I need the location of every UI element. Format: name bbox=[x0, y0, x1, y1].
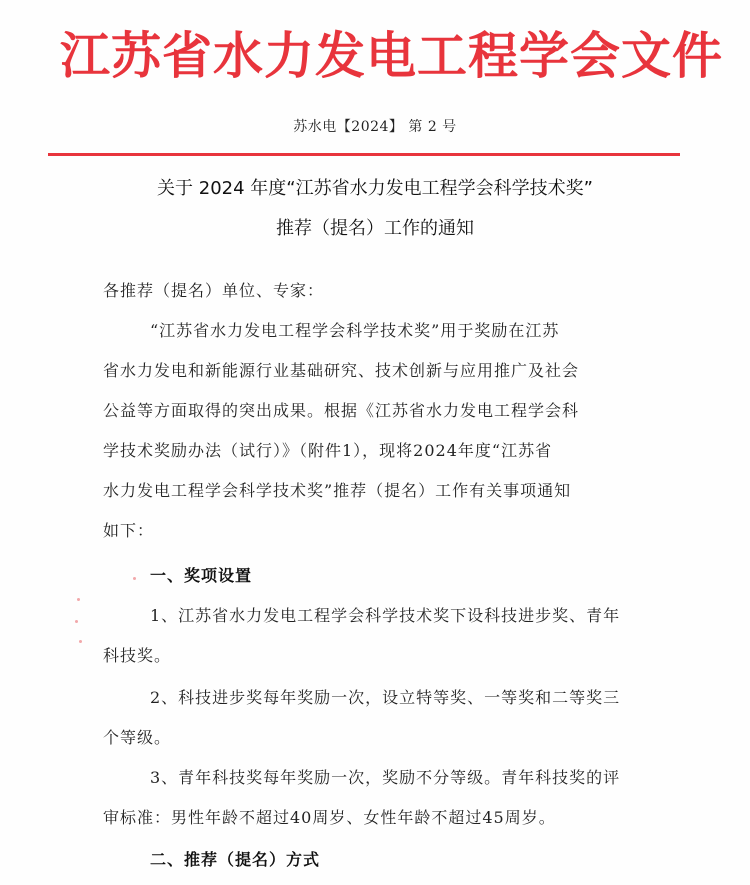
salutation: 各推荐（提名）单位、专家： bbox=[103, 281, 325, 300]
list-item-line: 审标准：男性年龄不超过40周岁、女性年龄不超过45周岁。 bbox=[103, 808, 556, 827]
list-item-line: 2、科技进步奖每年奖励一次，设立特等奖、一等奖和二等奖三 bbox=[150, 688, 621, 707]
list-item-line: 3、青年科技奖每年奖励一次，奖励不分等级。青年科技奖的评 bbox=[150, 768, 621, 787]
list-item-line: 个等级。 bbox=[103, 728, 172, 747]
intro-line: “江苏省水力发电工程学会科学技术奖”用于奖励在江苏 bbox=[150, 321, 560, 340]
document-number: 苏水电【2024】 第 2 号 bbox=[293, 119, 457, 135]
intro-line: 公益等方面取得的突出成果。根据《江苏省水力发电工程学会科 bbox=[103, 401, 580, 420]
scan-speck bbox=[133, 577, 136, 580]
notice-title-line-2: 推荐（提名）工作的通知 bbox=[276, 218, 474, 239]
intro-line: 水力发电工程学会科学技术奖”推荐（提名）工作有关事项通知 bbox=[103, 481, 572, 500]
intro-line: 省水力发电和新能源行业基础研究、技术创新与应用推广及社会 bbox=[103, 361, 580, 380]
red-divider-rule bbox=[48, 153, 680, 156]
section-heading-nomination-method: 二、推荐（提名）方式 bbox=[150, 850, 321, 869]
scan-speck bbox=[77, 598, 80, 601]
intro-line: 如下： bbox=[103, 521, 155, 540]
scan-speck bbox=[75, 620, 78, 623]
intro-line: 学技术奖励办法（试行）》（附件1），现将2024年度“江苏省 bbox=[103, 441, 553, 460]
section-heading-awards: 一、奖项设置 bbox=[150, 566, 253, 585]
list-item-line: 1、江苏省水力发电工程学会科学技术奖下设科技进步奖、青年 bbox=[150, 606, 621, 625]
list-item-line: 科技奖。 bbox=[103, 646, 172, 665]
org-masthead-title: 江苏省水力发电工程学会文件 bbox=[60, 26, 723, 85]
scan-speck bbox=[79, 640, 82, 643]
notice-title-line-1: 关于 2024 年度“江苏省水力发电工程学会科学技术奖” bbox=[157, 178, 593, 199]
